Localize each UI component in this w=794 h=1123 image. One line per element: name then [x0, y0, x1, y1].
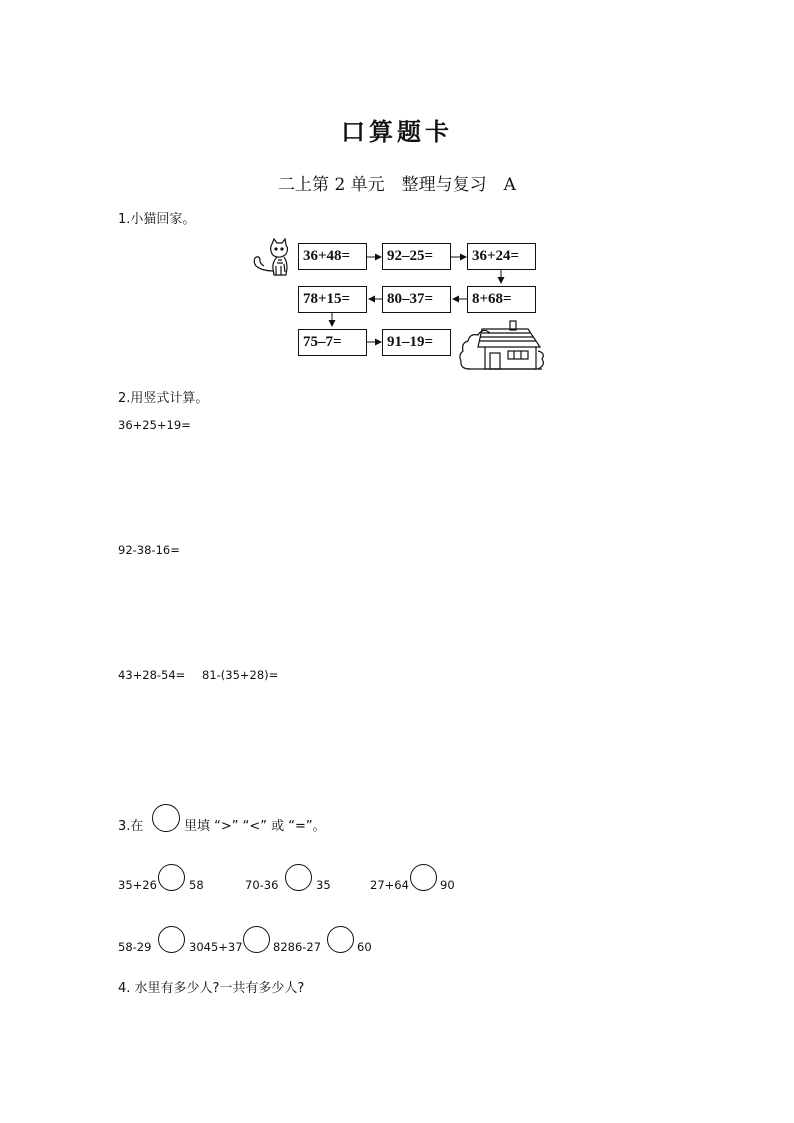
sample-circle [152, 804, 180, 832]
answer-circle-3[interactable] [410, 864, 437, 891]
q4-heading: 4. 水里有多少人?一共有多少人? [118, 981, 305, 996]
q1-heading: 1.小猫回家。 [118, 212, 196, 227]
answer-circle-4[interactable] [158, 926, 185, 953]
flow-box-4: 8+68= [467, 286, 536, 313]
flow-box-2: 92–25= [382, 243, 451, 270]
compare-right-5: 8286-27 [273, 940, 322, 954]
compare-left-4: 58-29 [118, 940, 152, 954]
q3-heading-prefix: 3.在 [118, 819, 144, 834]
q2-problem-2: 92-38-16= [118, 543, 180, 557]
flow-box-1: 36+48= [298, 243, 367, 270]
flow-box-3: 36+24= [467, 243, 536, 270]
q2-problem-3: 43+28-54= [118, 668, 186, 682]
compare-left-1: 35+26 [118, 878, 157, 892]
q3-heading-suffix: 里填 “>” “<” 或 “=”。 [184, 819, 326, 834]
answer-circle-5[interactable] [243, 926, 270, 953]
answer-circle-2[interactable] [285, 864, 312, 891]
flow-box-6: 78+15= [298, 286, 367, 313]
page-subtitle: 二上第 2 单元 整理与复习 A [278, 175, 516, 195]
flow-box-7: 75–7= [298, 329, 367, 356]
compare-right-1: 58 [189, 878, 204, 892]
compare-right-6: 60 [357, 940, 372, 954]
answer-circle-1[interactable] [158, 864, 185, 891]
q2-heading: 2.用竖式计算。 [118, 391, 209, 406]
compare-left-2: 70-36 [245, 878, 279, 892]
answer-circle-6[interactable] [327, 926, 354, 953]
house-icon [458, 315, 546, 371]
q2-problem-4: 81-(35+28)= [202, 668, 279, 682]
q2-problem-1: 36+25+19= [118, 418, 191, 432]
flow-box-8: 91–19= [382, 329, 451, 356]
compare-right-3: 90 [440, 878, 455, 892]
flow-box-5: 80–37= [382, 286, 451, 313]
page-title: 口算题卡 [341, 117, 453, 146]
compare-right-4: 3045+37 [189, 940, 243, 954]
compare-left-3: 27+64 [370, 878, 409, 892]
compare-right-2: 35 [316, 878, 331, 892]
